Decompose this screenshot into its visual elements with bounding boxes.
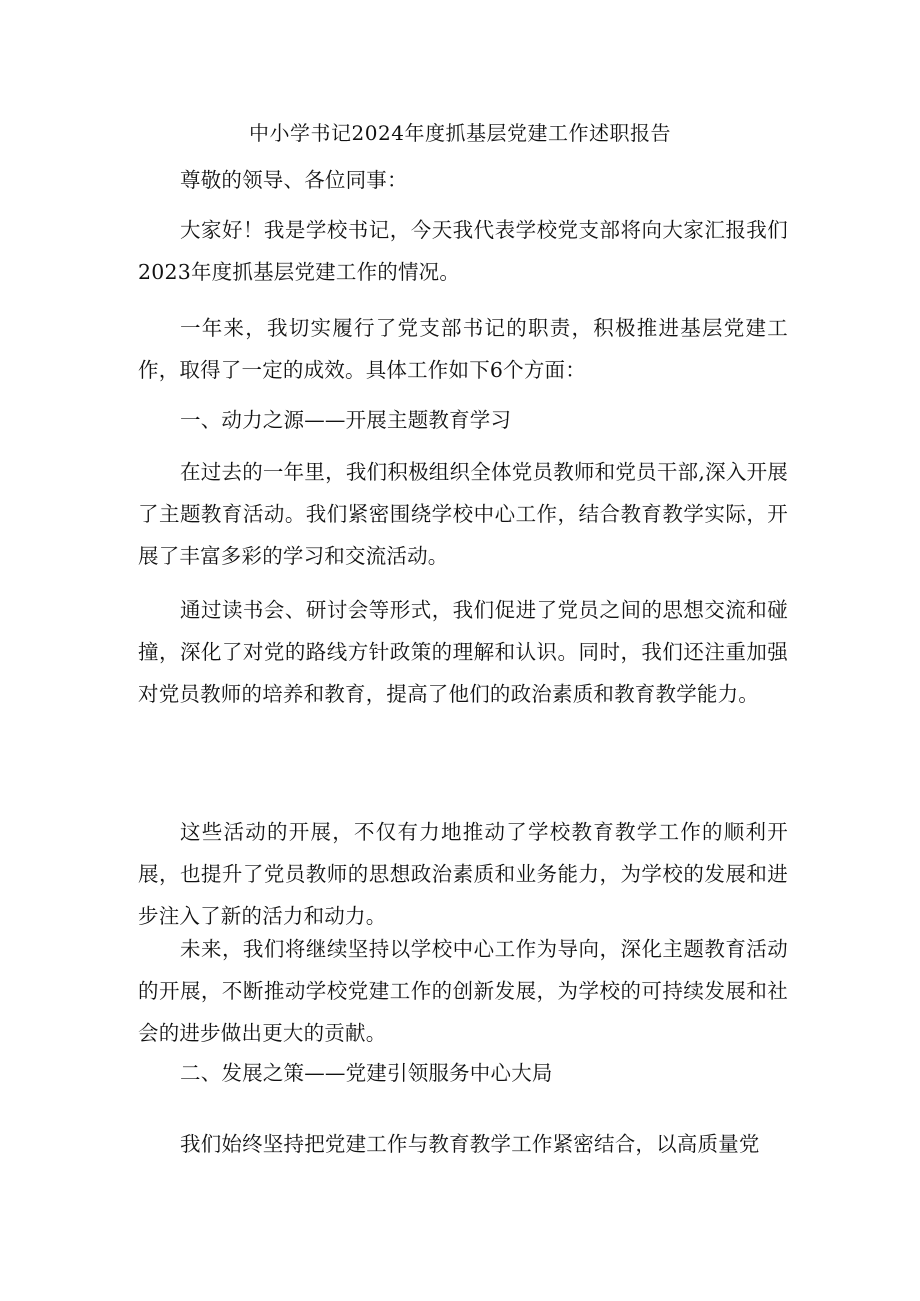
paragraph-section1-d: 未来，我们将继续坚持以学校中心工作为导向，深化主题教育活动的开展，不断推动学校党建工作的创新发展，为学校的可持续发展和社会的进步做出更大的贡献。: [138, 937, 788, 1045]
paragraph-overview: 一年来，我切实履行了党支部书记的职责，积极推进基层党建工作，取得了一定的成效。具体工作如下6个方面：: [138, 316, 788, 382]
paragraph-section1-a: 在过去的一年里，我们积极组织全体党员教师和党员干部,深入开展了主题教育活动。我们紧密围绕学校中心工作，结合教育教学实际，开展了丰富多彩的学习和交流活动。: [138, 460, 788, 568]
paragraph-section2-a: 我们始终坚持把党建工作与教育教学工作紧密结合，以高质量党: [180, 1132, 760, 1156]
paragraph-section1-b: 通过读书会、研讨会等形式，我们促进了党员之间的思想交流和碰撞，深化了对党的路线方针政策的理解和认识。同时，我们还注重加强对党员教师的培养和教育，提高了他们的政治素质和教育教学能力。: [138, 598, 788, 706]
paragraph-section1-c: 这些活动的开展，不仅有力地推动了学校教育教学工作的顺利开展，也提升了党员教师的思想政治素质和业务能力，为学校的发展和进步注入了新的活力和动力。: [138, 820, 788, 928]
section-heading-2: 二、发展之策——党建引领服务中心大局: [180, 1061, 553, 1085]
paragraph-intro: 大家好！我是学校书记，今天我代表学校党支部将向大家汇报我们2023年度抓基层党建工作的情况。: [138, 218, 788, 284]
document-title: 中小学书记2024年度抓基层党建工作述职报告: [249, 121, 671, 145]
greeting: 尊敬的领导、各位同事：: [180, 168, 408, 192]
section-heading-1: 一、动力之源——开展主题教育学习: [180, 408, 512, 432]
